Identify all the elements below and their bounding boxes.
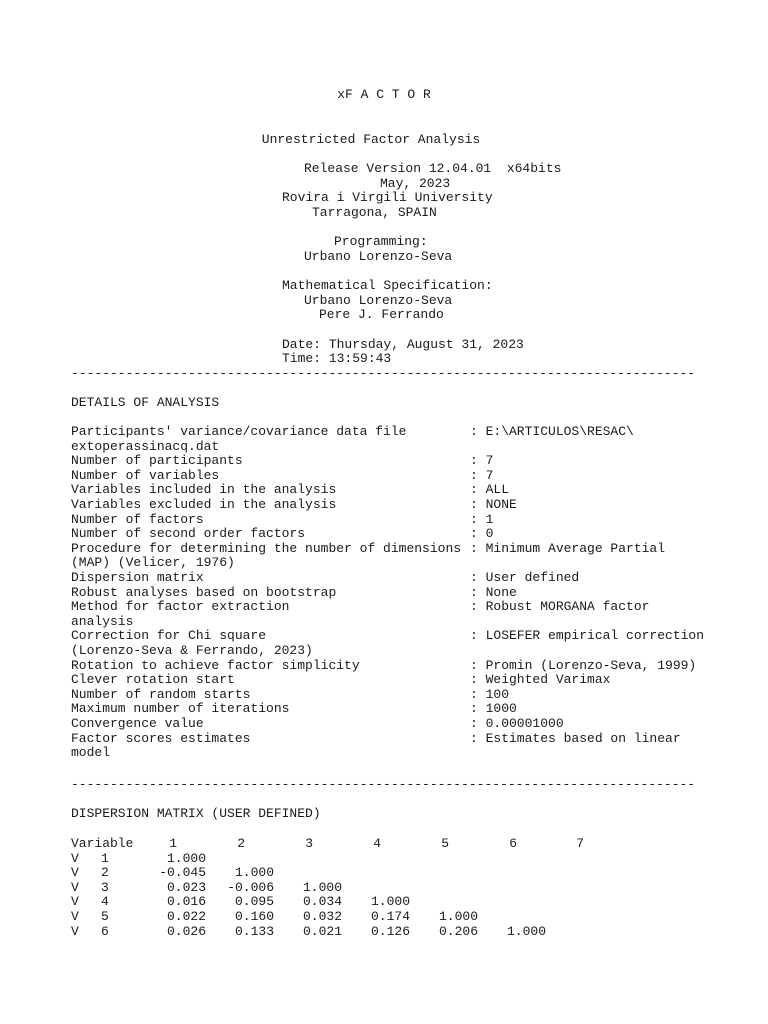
detail-value: : 1	[470, 511, 494, 527]
detail-value: : 0.00001000	[470, 716, 564, 731]
matrix-cell: 1.000	[302, 879, 342, 895]
matrix-cell: 0.206	[438, 923, 478, 939]
detail-label: Number of factors	[71, 511, 204, 527]
detail-value: : 7	[470, 467, 494, 483]
matrix-cell: 1.000	[438, 909, 478, 924]
programming-label: Programming:	[334, 234, 428, 249]
detail-value: : LOSEFER empirical correction	[470, 628, 705, 644]
separator-1: --------------------------------------------------------------------------------	[71, 366, 696, 381]
matrix-column-header: 5	[441, 836, 449, 851]
matrix-cell: 1.000	[506, 923, 546, 939]
detail-label: Factor scores estimates	[71, 730, 251, 746]
detail-label: Method for factor extraction	[71, 599, 290, 615]
matrix-row-index: 4	[101, 894, 109, 910]
detail-value: : None	[470, 584, 517, 600]
math-spec-author-1: Urbano Lorenzo-Seva	[304, 293, 453, 308]
matrix-cell: 0.021	[302, 923, 342, 939]
detail-label: Robust analyses based on bootstrap	[71, 584, 337, 600]
detail-label: Number of random starts	[71, 686, 251, 702]
detail-label-continued: (MAP) (Velicer, 1976)	[71, 555, 235, 571]
matrix-cell: 1.000	[370, 894, 410, 910]
detail-value: : 1000	[470, 701, 517, 717]
detail-value: : Weighted Varimax	[470, 672, 611, 688]
detail-value: : Promin (Lorenzo-Seva, 1999)	[470, 657, 697, 673]
matrix-cell: 0.095	[234, 894, 274, 910]
detail-label-continued: analysis	[71, 613, 134, 629]
detail-value: : Robust MORGANA factor	[470, 599, 650, 615]
matrix-cell: 0.034	[302, 894, 342, 910]
matrix-row-prefix: V	[71, 865, 79, 881]
detail-value: : E:\ARTICULOS\RESAC\	[470, 424, 634, 439]
detail-value: : 100	[470, 686, 510, 702]
detail-label-continued: (Lorenzo-Seva & Ferrando, 2023)	[71, 643, 313, 658]
matrix-cell: 0.023	[166, 879, 206, 895]
matrix-row-index: 2	[101, 865, 109, 881]
matrix-cell: 0.022	[166, 909, 206, 924]
matrix-column-header: 6	[509, 836, 517, 851]
detail-value: : NONE	[470, 497, 517, 512]
detail-label: Dispersion matrix	[71, 570, 204, 585]
detail-label: Number of variables	[71, 467, 220, 483]
detail-label: Participants' variance/covariance data file	[71, 424, 407, 439]
matrix-cell: 0.133	[234, 923, 274, 939]
time-line: Time: 13:59:43	[282, 351, 392, 366]
detail-value: : ALL	[470, 482, 510, 498]
matrix-cell: 0.126	[370, 923, 410, 939]
detail-label: Maximum number of iterations	[71, 701, 290, 717]
matrix-row-index: 1	[101, 850, 109, 866]
matrix-column-header: 2	[237, 836, 245, 851]
matrix-cell: 0.032	[302, 909, 342, 924]
matrix-cell: -0.045	[159, 865, 206, 881]
matrix-column-header: 3	[305, 836, 313, 851]
detail-value: : 7	[470, 453, 494, 469]
matrix-row-index: 5	[101, 909, 109, 924]
detail-label: Variables excluded in the analysis	[71, 497, 337, 512]
detail-value: : 0	[470, 526, 494, 542]
matrix-row-index: 6	[101, 923, 109, 939]
matrix-cell: 0.160	[234, 909, 274, 924]
matrix-header-label: Variable	[71, 836, 134, 851]
matrix-row-prefix: V	[71, 894, 79, 910]
detail-label: Procedure for determining the number of dimensions	[71, 540, 462, 556]
matrix-column-header: 7	[576, 836, 584, 851]
detail-label: Number of second order factors	[71, 526, 306, 542]
release-version: Release Version 12.04.01 x64bits	[304, 161, 562, 176]
date-line: Date: Thursday, August 31, 2023	[282, 337, 524, 352]
math-spec-author-2: Pere J. Ferrando	[319, 307, 444, 322]
program-subtitle: Unrestricted Factor Analysis	[261, 132, 481, 147]
matrix-column-header: 4	[373, 836, 381, 851]
detail-value: : Estimates based on linear	[470, 730, 681, 746]
detail-label: Clever rotation start	[71, 672, 235, 688]
separator-2: --------------------------------------------------------------------------------	[71, 777, 696, 792]
detail-label-continued: extoperassinacq.dat	[71, 438, 220, 454]
detail-value: : Minimum Average Partial	[470, 540, 666, 556]
matrix-cell: 1.000	[166, 850, 206, 866]
detail-label-continued: model	[71, 745, 111, 761]
detail-value: : User defined	[470, 570, 580, 585]
detail-label: Number of participants	[71, 453, 243, 469]
matrix-row-prefix: V	[71, 879, 79, 895]
dispersion-heading: DISPERSION MATRIX (USER DEFINED)	[71, 806, 321, 821]
matrix-row-prefix: V	[71, 923, 79, 939]
details-heading: DETAILS OF ANALYSIS	[71, 395, 220, 410]
math-spec-label: Mathematical Specification:	[282, 278, 493, 293]
detail-label: Variables included in the analysis	[71, 482, 337, 498]
programmer: Urbano Lorenzo-Seva	[304, 249, 453, 264]
matrix-cell: 1.000	[234, 865, 274, 881]
matrix-column-header: 1	[169, 836, 177, 851]
program-name: xF A C T O R	[337, 87, 431, 102]
matrix-row-prefix: V	[71, 909, 79, 924]
detail-label: Rotation to achieve factor simplicity	[71, 657, 360, 673]
detail-label: Convergence value	[71, 716, 204, 731]
matrix-cell: 0.026	[166, 923, 206, 939]
detail-label: Correction for Chi square	[71, 628, 267, 644]
matrix-row-index: 3	[101, 879, 109, 895]
matrix-cell: 0.174	[370, 909, 410, 924]
release-date: May, 2023	[380, 176, 451, 191]
matrix-cell: 0.016	[166, 894, 206, 910]
location: Tarragona, SPAIN	[312, 205, 437, 220]
matrix-cell: -0.006	[227, 879, 274, 895]
matrix-row-prefix: V	[71, 850, 79, 866]
university: Rovira i Virgili University	[282, 190, 493, 205]
